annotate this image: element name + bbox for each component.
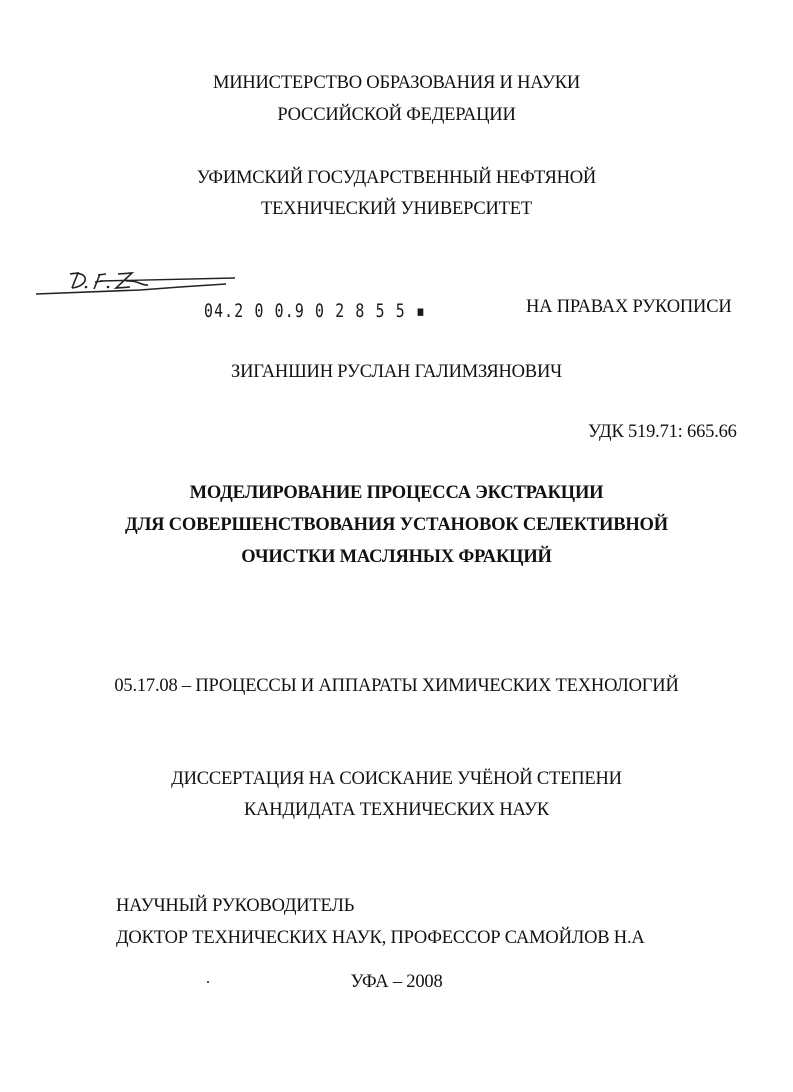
title-line-1: МОДЕЛИРОВАНИЕ ПРОЦЕССА ЭКСТРАКЦИИ (189, 483, 604, 503)
title-line-2: ДЛЯ СОВЕРШЕНСТВОВАНИЯ УСТАНОВОК СЕЛЕКТИВНОЙ (125, 515, 668, 535)
ministry-line-2: РОССИЙСКОЙ ФЕДЕРАЦИИ (277, 105, 516, 125)
udk-code: УДК 519.71: 665.66 (588, 422, 737, 442)
registration-stamp-number: 04.2 0 0.9 0 2 8 5 5 ▪ (204, 300, 427, 322)
degree-line-2: КАНДИДАТА ТЕХНИЧЕСКИХ НАУК (243, 800, 550, 820)
degree-line-1: ДИССЕРТАЦИЯ НА СОИСКАНИЕ УЧЁНОЙ СТЕПЕНИ (171, 769, 622, 789)
signature-image (30, 260, 235, 305)
rights-notice: НА ПРАВАХ РУКОПИСИ (526, 297, 732, 317)
university-line-2: ТЕХНИЧЕСКИЙ УНИВЕРСИТЕТ (260, 199, 532, 219)
university-line-1: УФИМСКИЙ ГОСУДАРСТВЕННЫЙ НЕФТЯНОЙ (196, 168, 597, 188)
city-year: УФА – 2008 (350, 972, 443, 992)
specialty-code: 05.17.08 – ПРОЦЕССЫ И АППАРАТЫ ХИМИЧЕСКИХ ТЕХНОЛОГИЙ (114, 676, 679, 696)
supervisor-label: НАУЧНЫЙ РУКОВОДИТЕЛЬ (116, 896, 355, 916)
title-line-3: ОЧИСТКИ МАСЛЯНЫХ ФРАКЦИЙ (241, 547, 552, 567)
author-name: ЗИГАНШИН РУСЛАН ГАЛИМЗЯНОВИЧ (231, 362, 562, 382)
supervisor-name: ДОКТОР ТЕХНИЧЕСКИХ НАУК, ПРОФЕССОР САМОЙЛОВ Н.А (116, 928, 645, 948)
ministry-line-1: МИНИСТЕРСТВО ОБРАЗОВАНИЯ И НАУКИ (212, 73, 581, 93)
